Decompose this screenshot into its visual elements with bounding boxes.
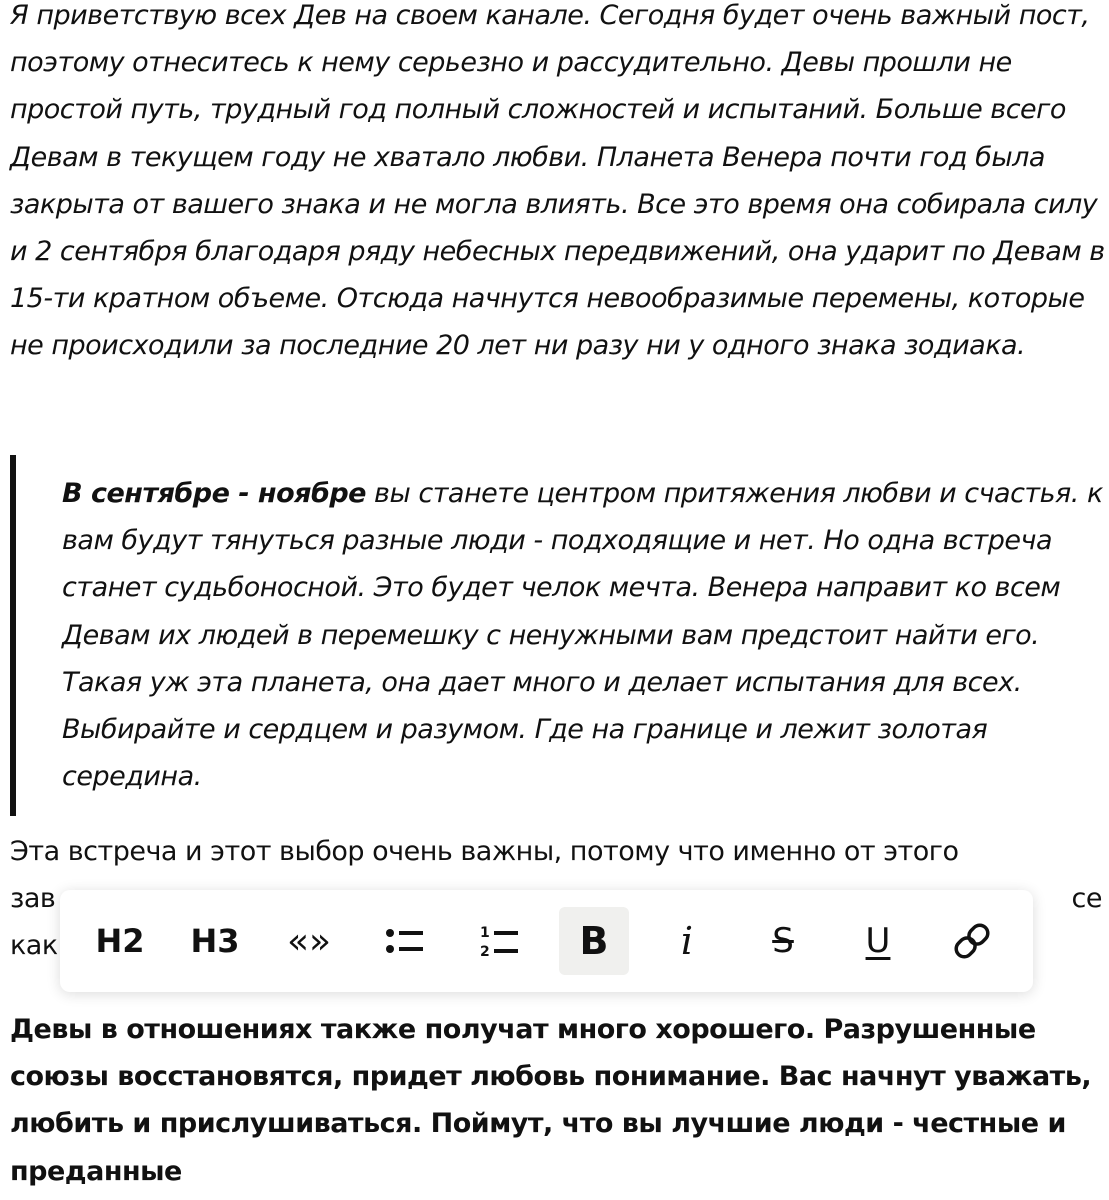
formatting-toolbar — [60, 890, 1033, 992]
italic-button[interactable]: i — [680, 919, 694, 963]
bold-paragraph: Девы в отношениях также получат много хорошего. Разрушенные союзы восстановятся, придет любовь понимание. Вас начнут уважать, любить и прислушиваться. Поймут, что вы лучшие люди - честные и преданные — [10, 1014, 1092, 1187]
blockquote — [10, 455, 1105, 816]
heading-2-button[interactable]: H2 — [95, 922, 145, 960]
bold-button[interactable]: B — [559, 907, 629, 975]
svg-text:2: 2 — [480, 944, 490, 959]
link-icon — [952, 921, 992, 961]
quote-button[interactable]: «» — [286, 920, 332, 962]
quote-bold-text: В сентябре - ноябре — [62, 478, 366, 509]
quote-text: вы станете центром притяжения любви и счастья. к вам будут тянуться разные люди - подходящие и нет. Но одна встреча станет судьбоносной. Это будет челок мечта. Венера направит ко всем Девам их людей в перемешку с ненужными вам предстоит найти его. Такая уж эта планета, она дает много и делает испытания для всех. Выбирайте и сердцем и разумом. Где на границе и лежит золотая середина. — [62, 478, 1103, 793]
partial-line-2-end: се — [1071, 883, 1102, 915]
heading-3-button[interactable]: H3 — [190, 922, 240, 960]
intro-paragraph: Я приветствую всех Дев на своем канале. Сегодня будет очень важный пост, поэтому отнеситесь к нему серьезно и рассудительно. Девы прошли не простой путь, трудный год полный сложностей и испытаний. Больше всего Девам в текущем году не хватало любви. Планета Венера почти год была закрыта от вашего знака и не могла влиять. Все это время она собирала силу и 2 сентября благодаря ряду небесных передвижений, она ударит по Девам в 15-ти кратном объеме. Отсюда начнутся невообразимые перемены, которые не происходили за последние 20 лет ни разу ни у одного знака зодиака. — [10, 0, 1105, 362]
svg-text:1: 1 — [480, 925, 490, 941]
quote-paragraph — [62, 470, 1109, 800]
numbered-list-icon — [478, 923, 520, 959]
partial-line-3: как — [10, 930, 58, 962]
bullet-list-icon — [385, 924, 425, 958]
numbered-list-button[interactable] — [464, 907, 534, 975]
bullet-list-button[interactable] — [370, 907, 440, 975]
link-button[interactable] — [937, 907, 1007, 975]
underline-button[interactable]: U — [865, 921, 891, 961]
partial-line-2-start: зав — [10, 883, 56, 915]
partial-line-1: Эта встреча и этот выбор очень важны, потому что именно от этого — [10, 836, 959, 867]
strikethrough-button[interactable]: S — [772, 921, 794, 961]
